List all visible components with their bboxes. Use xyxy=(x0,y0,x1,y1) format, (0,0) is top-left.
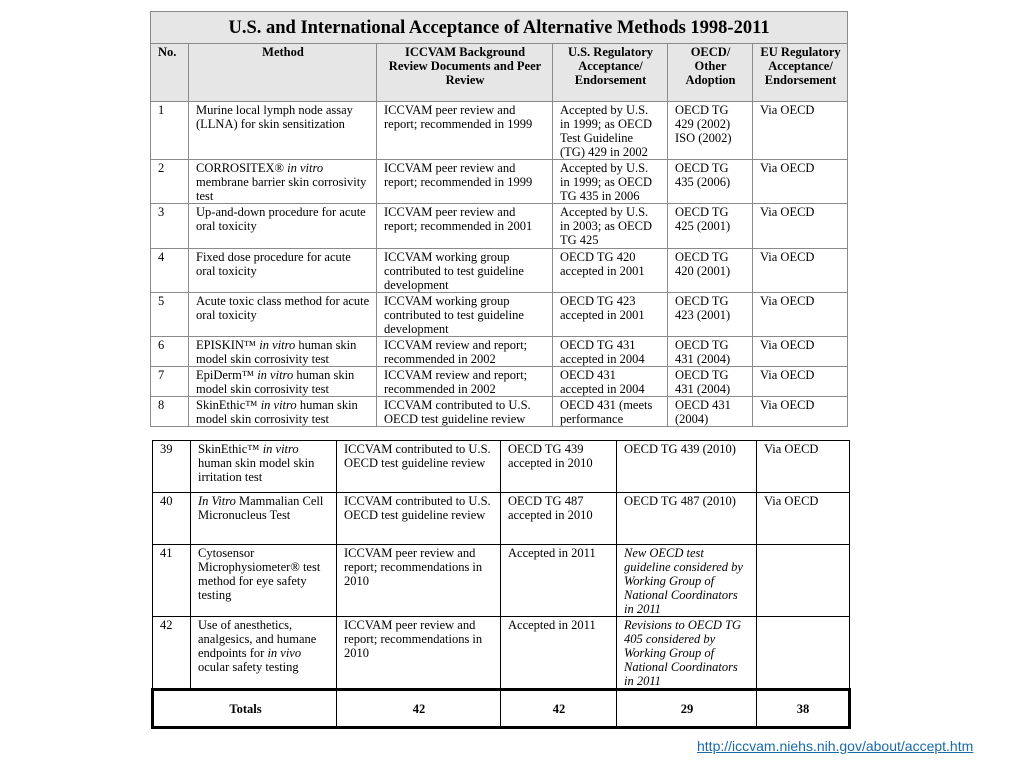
row-method: In Vitro Mammalian Cell Micronucleus Test xyxy=(191,493,337,545)
row-eu xyxy=(757,545,850,617)
row-review: ICCVAM peer review and report; recommended in 1999 xyxy=(377,102,553,160)
row-no: 8 xyxy=(151,396,189,426)
row-oecd: New OECD test guideline considered by Working Group of National Coordinators in 2011 xyxy=(617,545,757,617)
table-row xyxy=(151,292,848,336)
row-eu: Via OECD xyxy=(757,441,850,493)
row-oecd: OECD TG 423 (2001) xyxy=(668,292,753,336)
table-row xyxy=(151,336,848,366)
table-row xyxy=(151,396,848,426)
row-method: EPISKIN™ in vitro human skin model skin corrosivity test xyxy=(189,336,377,366)
row-review: ICCVAM review and report; recommended in 2002 xyxy=(377,336,553,366)
row-method: Murine local lymph node assay (LLNA) for skin sensitization xyxy=(189,102,377,160)
row-review: ICCVAM working group contributed to test guideline development xyxy=(377,292,553,336)
row-us: OECD TG 423 accepted in 2001 xyxy=(553,292,668,336)
row-review: ICCVAM peer review and report; recommended in 2001 xyxy=(377,204,553,248)
table-row xyxy=(151,160,848,204)
row-eu xyxy=(757,617,850,690)
row-no: 39 xyxy=(153,441,191,493)
row-us: OECD TG 439 accepted in 2010 xyxy=(501,441,617,493)
row-method: Use of anesthetics, analgesics, and humane endpoints for in vivo ocular safety testing xyxy=(191,617,337,690)
row-eu: Via OECD xyxy=(753,336,848,366)
row-method: SkinEthic™ in vitro human skin model skin corrosivity test xyxy=(189,396,377,426)
table-row xyxy=(153,441,850,493)
header-oecd: OECD/ Other Adoption xyxy=(668,44,753,102)
row-us: OECD TG 420 accepted in 2001 xyxy=(553,248,668,292)
row-no: 2 xyxy=(151,160,189,204)
row-method: Up-and-down procedure for acute oral toxicity xyxy=(189,204,377,248)
table-row xyxy=(153,493,850,545)
row-oecd: OECD 431 (2004) xyxy=(668,396,753,426)
row-eu: Via OECD xyxy=(753,248,848,292)
totals-us: 42 xyxy=(501,690,617,728)
table-row xyxy=(151,102,848,160)
row-oecd: OECD TG 425 (2001) xyxy=(668,204,753,248)
row-review: ICCVAM contributed to U.S. OECD test guideline review xyxy=(337,441,501,493)
row-oecd: OECD TG 439 (2010) xyxy=(617,441,757,493)
row-eu: Via OECD xyxy=(753,396,848,426)
table-row xyxy=(151,366,848,396)
row-eu: Via OECD xyxy=(753,292,848,336)
row-no: 40 xyxy=(153,493,191,545)
row-no: 4 xyxy=(151,248,189,292)
row-review: ICCVAM working group contributed to test guideline development xyxy=(377,248,553,292)
row-no: 1 xyxy=(151,102,189,160)
row-oecd: OECD TG 431 (2004) xyxy=(668,366,753,396)
header-method: Method xyxy=(189,44,377,102)
row-no: 3 xyxy=(151,204,189,248)
row-method: EpiDerm™ in vitro human skin model skin corrosivity test xyxy=(189,366,377,396)
acceptance-table-top xyxy=(150,11,848,427)
row-review: ICCVAM peer review and report; recommendations in 2010 xyxy=(337,545,501,617)
row-review: ICCVAM peer review and report; recommendations in 2010 xyxy=(337,617,501,690)
table-row xyxy=(153,545,850,617)
totals-review: 42 xyxy=(337,690,501,728)
table-title: U.S. and International Acceptance of Alternative Methods 1998-2011 xyxy=(151,12,848,44)
row-no: 7 xyxy=(151,366,189,396)
row-no: 41 xyxy=(153,545,191,617)
row-eu: Via OECD xyxy=(753,366,848,396)
row-review: ICCVAM peer review and report; recommended in 1999 xyxy=(377,160,553,204)
totals-eu: 38 xyxy=(757,690,850,728)
row-method: CORROSITEX® in vitro membrane barrier skin corrosivity test xyxy=(189,160,377,204)
row-oecd: OECD TG 435 (2006) xyxy=(668,160,753,204)
row-method: SkinEthic™ in vitro human skin model skin irritation test xyxy=(191,441,337,493)
row-oecd: OECD TG 487 (2010) xyxy=(617,493,757,545)
row-oecd: OECD TG 431 (2004) xyxy=(668,336,753,366)
row-eu: Via OECD xyxy=(753,160,848,204)
row-us: Accepted by U.S. in 1999; as OECD TG 435 in 2006 xyxy=(553,160,668,204)
table-row xyxy=(151,204,848,248)
row-review: ICCVAM contributed to U.S. OECD test guideline review xyxy=(377,396,553,426)
row-eu: Via OECD xyxy=(753,102,848,160)
row-eu: Via OECD xyxy=(753,204,848,248)
header-us: U.S. Regulatory Acceptance/ Endorsement xyxy=(553,44,668,102)
table-row xyxy=(151,248,848,292)
totals-oecd: 29 xyxy=(617,690,757,728)
row-us: OECD TG 487 accepted in 2010 xyxy=(501,493,617,545)
row-no: 6 xyxy=(151,336,189,366)
row-review: ICCVAM contributed to U.S. OECD test guideline review xyxy=(337,493,501,545)
row-no: 42 xyxy=(153,617,191,690)
row-oecd: OECD TG 429 (2002) ISO (2002) xyxy=(668,102,753,160)
row-method: Fixed dose procedure for acute oral toxicity xyxy=(189,248,377,292)
row-oecd: Revisions to OECD TG 405 considered by Working Group of National Coordinators in 2011 xyxy=(617,617,757,690)
row-us: OECD 431 accepted in 2004 xyxy=(553,366,668,396)
row-us: OECD 431 (meets performance xyxy=(553,396,668,426)
totals-row xyxy=(153,690,850,728)
row-us: Accepted by U.S. in 2003; as OECD TG 425 xyxy=(553,204,668,248)
header-no: No. xyxy=(151,44,189,102)
row-us: Accepted by U.S. in 1999; as OECD Test Guideline (TG) 429 in 2002 xyxy=(553,102,668,160)
row-method: Acute toxic class method for acute oral toxicity xyxy=(189,292,377,336)
row-us: OECD TG 431 accepted in 2004 xyxy=(553,336,668,366)
totals-label: Totals xyxy=(153,690,337,728)
row-review: ICCVAM review and report; recommended in 2002 xyxy=(377,366,553,396)
row-method: Cytosensor Microphysiometer® test method for eye safety testing xyxy=(191,545,337,617)
row-us: Accepted in 2011 xyxy=(501,545,617,617)
source-link[interactable]: http://iccvam.niehs.nih.gov/about/accept.htm xyxy=(697,738,974,754)
row-oecd: OECD TG 420 (2001) xyxy=(668,248,753,292)
row-no: 5 xyxy=(151,292,189,336)
acceptance-table-bottom xyxy=(151,440,851,729)
table-row xyxy=(153,617,850,690)
header-review: ICCVAM Background Review Documents and Peer Review xyxy=(377,44,553,102)
header-eu: EU Regulatory Acceptance/ Endorsement xyxy=(753,44,848,102)
row-us: Accepted in 2011 xyxy=(501,617,617,690)
row-eu: Via OECD xyxy=(757,493,850,545)
